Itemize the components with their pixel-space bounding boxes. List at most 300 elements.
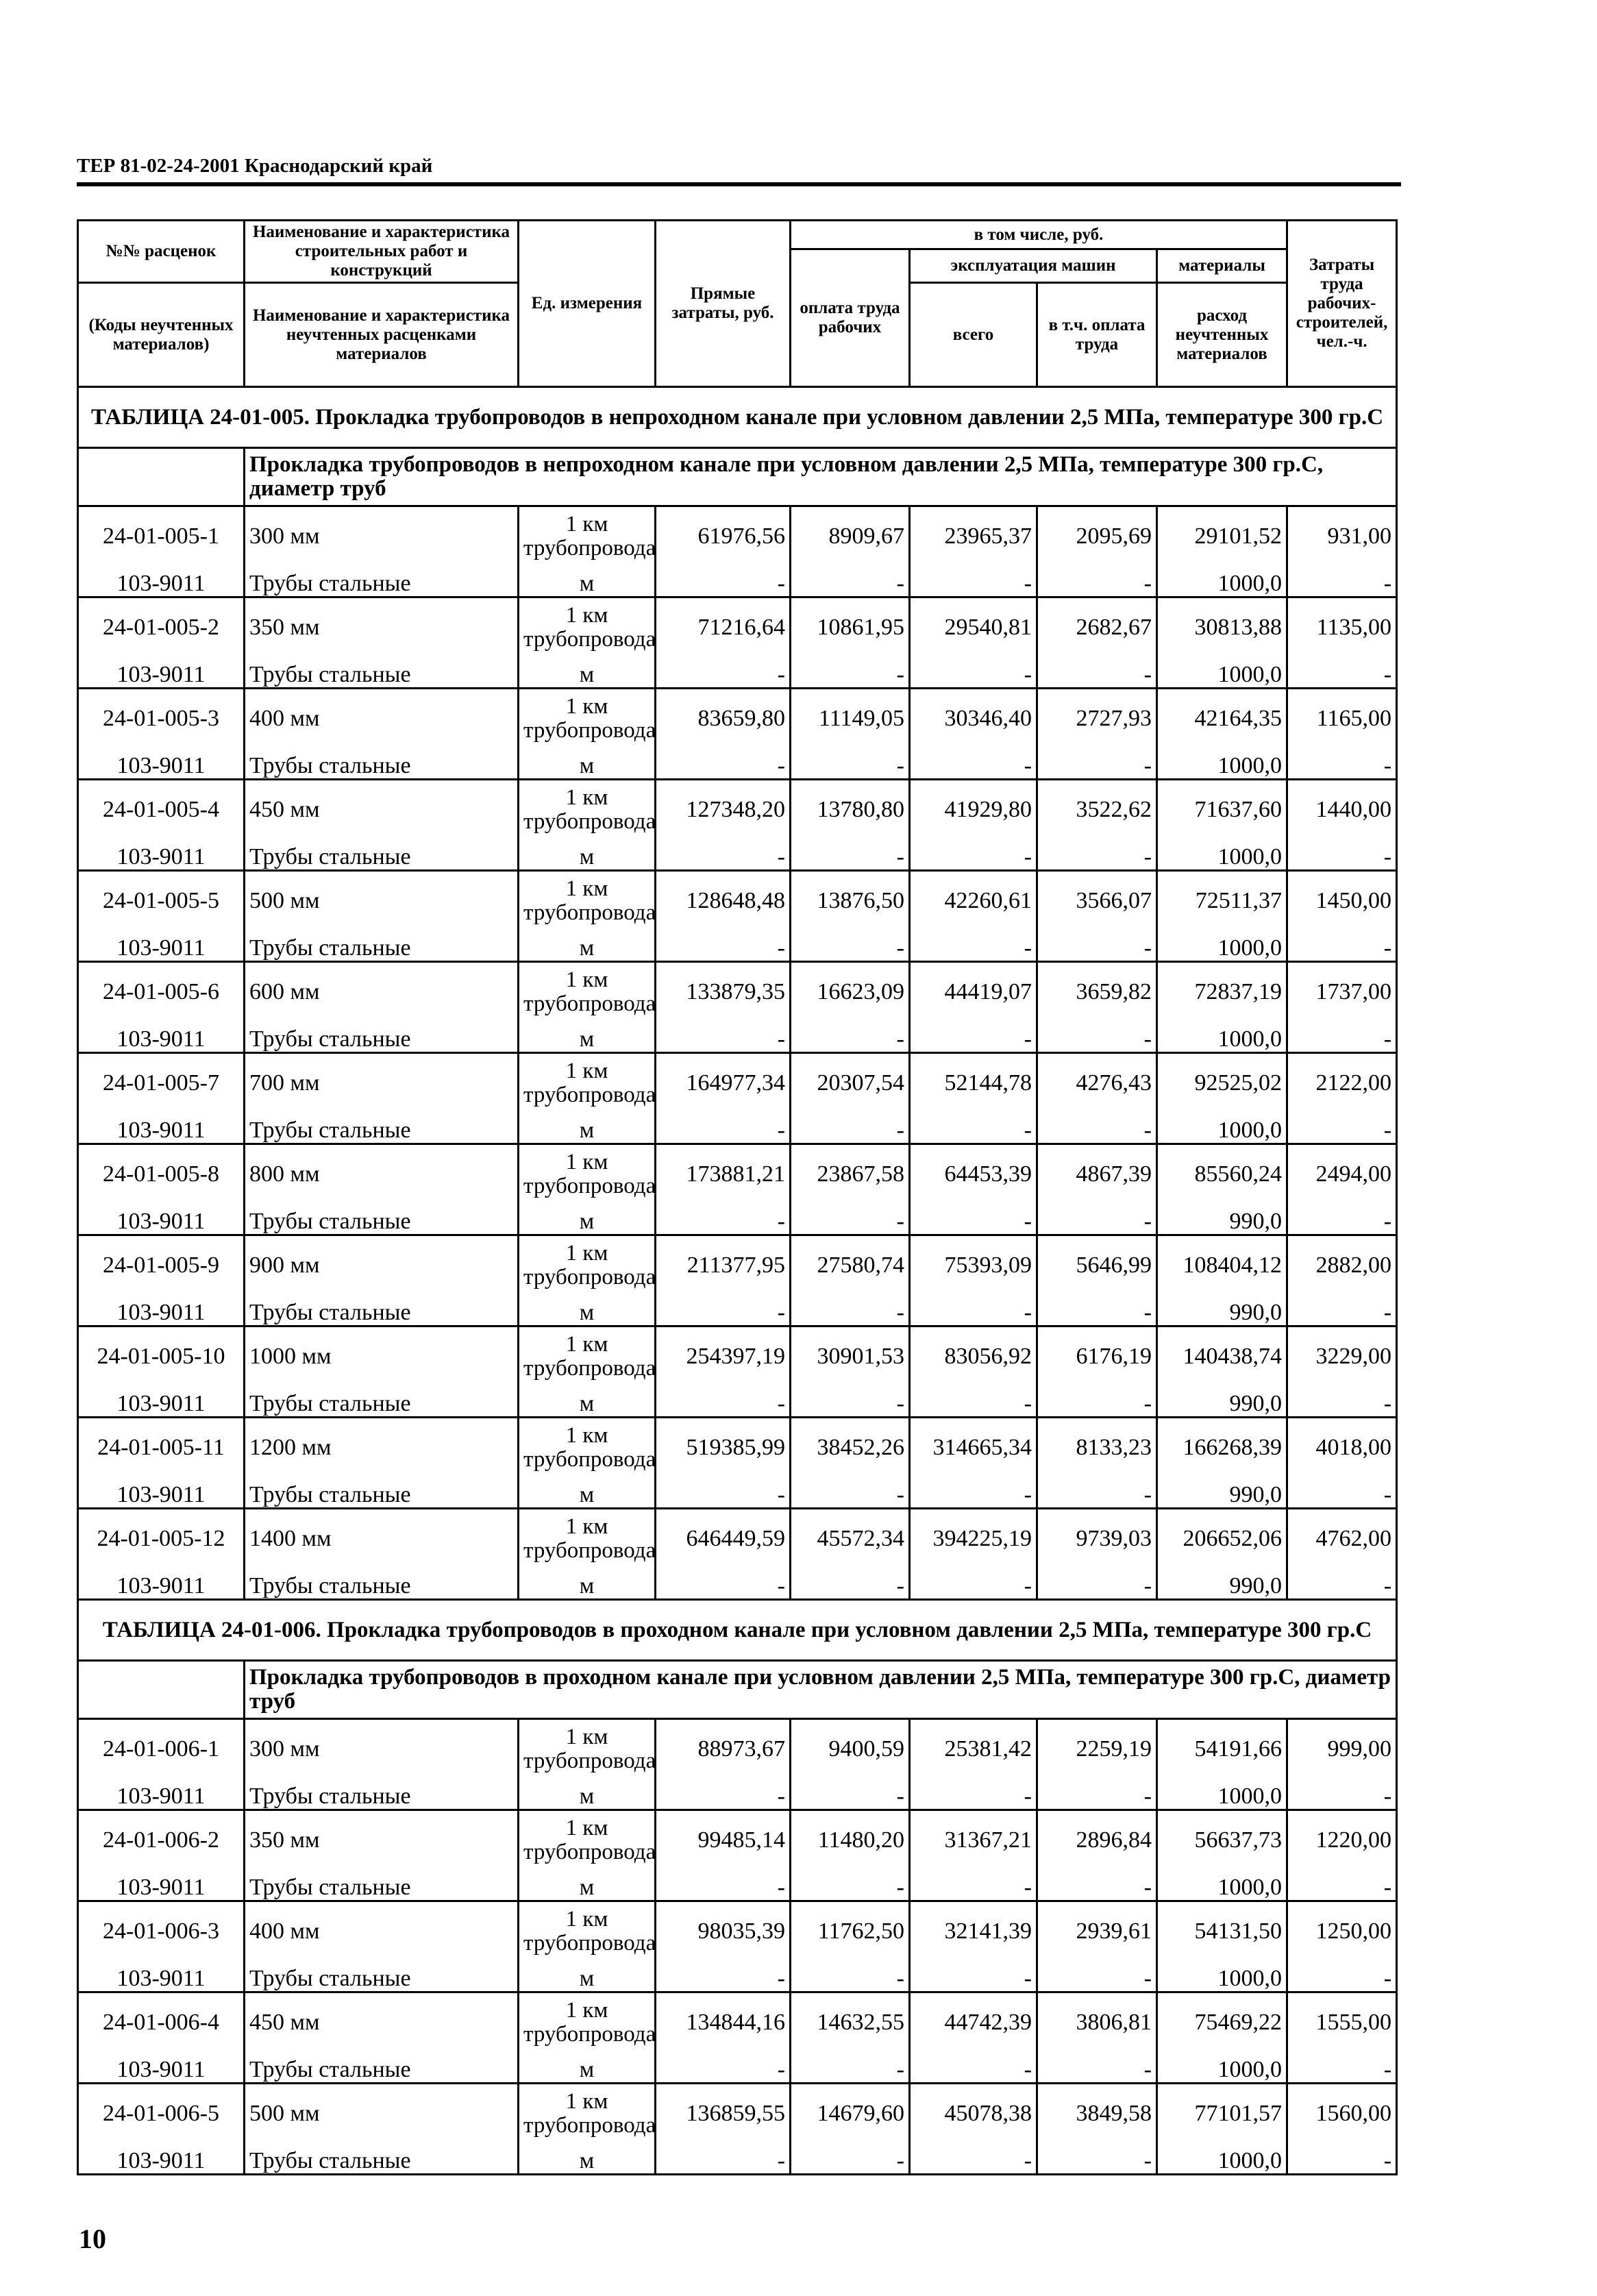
material-code: 103-9011 <box>78 1477 245 1509</box>
material-qty: 1000,0 <box>1157 748 1287 780</box>
material-row <box>78 748 1397 780</box>
dash-cell: - <box>1287 2143 1397 2175</box>
section-title-row <box>78 1600 1397 1661</box>
unit-value: 1 км трубопровода <box>519 1326 656 1387</box>
unit-value: 1 км трубопровода <box>519 1053 656 1113</box>
labor-cost: 3229,00 <box>1287 1326 1397 1387</box>
work-name: 350 мм <box>245 1810 519 1871</box>
material-name: Трубы стальные <box>245 748 519 780</box>
rate-code: 24-01-005-3 <box>78 689 245 749</box>
machines-cost: 29540,81 <box>910 597 1037 658</box>
work-name: 700 мм <box>245 1053 519 1113</box>
dash-cell: - <box>791 1568 910 1600</box>
rate-code: 24-01-005-7 <box>78 1053 245 1113</box>
dash-cell: - <box>910 1870 1037 1901</box>
dash-cell: - <box>656 2143 791 2175</box>
material-name: Трубы стальные <box>245 566 519 597</box>
table-row <box>78 1053 1397 1113</box>
dash-cell: - <box>791 1386 910 1418</box>
labor-cost: 999,00 <box>1287 1719 1397 1779</box>
work-name: 1000 мм <box>245 1326 519 1387</box>
dash-cell: - <box>910 2143 1037 2175</box>
col-code-bottom: (Коды неучтенных материалов) <box>78 283 245 387</box>
material-name: Трубы стальные <box>245 1961 519 1992</box>
materials-cost: 72511,37 <box>1157 871 1287 931</box>
section-subtitle-row <box>78 448 1397 506</box>
document-header: ТЕР 81-02-24-2001 Краснодарский край <box>77 155 433 177</box>
dash-cell: - <box>791 1022 910 1053</box>
material-row <box>78 1386 1397 1418</box>
table-row <box>78 689 1397 749</box>
materials-cost: 30813,88 <box>1157 597 1287 658</box>
material-name: Трубы стальные <box>245 1477 519 1509</box>
material-row <box>78 2143 1397 2175</box>
table-row <box>78 962 1397 1022</box>
material-unit: м <box>519 748 656 780</box>
dash-cell: - <box>656 839 791 871</box>
machines-cost: 314665,34 <box>910 1418 1037 1478</box>
material-name: Трубы стальные <box>245 1295 519 1326</box>
dash-cell: - <box>1287 1477 1397 1509</box>
material-row <box>78 657 1397 689</box>
material-name: Трубы стальные <box>245 2052 519 2084</box>
wages-cost: 14632,55 <box>791 1992 910 2053</box>
material-row <box>78 1477 1397 1509</box>
table-row <box>78 597 1397 658</box>
unit-value: 1 км трубопровода <box>519 597 656 658</box>
subtitle-spacer <box>78 448 245 506</box>
table-header <box>78 221 1397 387</box>
direct-cost: 88973,67 <box>656 1719 791 1779</box>
dash-cell: - <box>656 657 791 689</box>
table-row <box>78 1418 1397 1478</box>
dash-cell: - <box>1037 1204 1157 1235</box>
material-name: Трубы стальные <box>245 1204 519 1235</box>
dash-cell: - <box>1037 566 1157 597</box>
unit-value: 1 км трубопровода <box>519 871 656 931</box>
dash-cell: - <box>1037 1295 1157 1326</box>
labor-cost: 1560,00 <box>1287 2084 1397 2144</box>
wages-cost: 9400,59 <box>791 1719 910 1779</box>
dash-cell: - <box>656 1295 791 1326</box>
rate-code: 24-01-006-3 <box>78 1901 245 1962</box>
materials-cost: 54131,50 <box>1157 1901 1287 1962</box>
col-materials-unaccounted: расход неучтенных материалов <box>1157 283 1287 387</box>
col-labor: Затраты труда рабочих-строителей, чел.-ч. <box>1287 221 1397 387</box>
dash-cell: - <box>910 839 1037 871</box>
materials-cost: 75469,22 <box>1157 1992 1287 2053</box>
material-qty: 1000,0 <box>1157 2143 1287 2175</box>
dash-cell: - <box>1037 1961 1157 1992</box>
col-incl: в том числе, руб. <box>791 221 1287 249</box>
dash-cell: - <box>1287 1295 1397 1326</box>
material-unit: м <box>519 1113 656 1144</box>
machines-wages-cost: 9739,03 <box>1037 1509 1157 1569</box>
labor-cost: 1135,00 <box>1287 597 1397 658</box>
rate-code: 24-01-005-12 <box>78 1509 245 1569</box>
dash-cell: - <box>656 1022 791 1053</box>
direct-cost: 519385,99 <box>656 1418 791 1478</box>
wages-cost: 14679,60 <box>791 2084 910 2144</box>
dash-cell: - <box>910 1961 1037 1992</box>
direct-cost: 98035,39 <box>656 1901 791 1962</box>
machines-wages-cost: 3659,82 <box>1037 962 1157 1022</box>
rate-code: 24-01-006-1 <box>78 1719 245 1779</box>
material-unit: м <box>519 2052 656 2084</box>
materials-cost: 206652,06 <box>1157 1509 1287 1569</box>
dash-cell: - <box>1287 1870 1397 1901</box>
unit-value: 1 км трубопровода <box>519 2084 656 2144</box>
labor-cost: 2494,00 <box>1287 1144 1397 1205</box>
table-row <box>78 2084 1397 2144</box>
dash-cell: - <box>1037 1870 1157 1901</box>
material-row <box>78 1022 1397 1053</box>
material-code: 103-9011 <box>78 657 245 689</box>
unit-value: 1 км трубопровода <box>519 1235 656 1296</box>
material-name: Трубы стальные <box>245 1779 519 1810</box>
labor-cost: 1165,00 <box>1287 689 1397 749</box>
dash-cell: - <box>1037 657 1157 689</box>
col-machines-total: всего <box>910 283 1037 387</box>
machines-wages-cost: 3566,07 <box>1037 871 1157 931</box>
col-code-top: №№ расценок <box>78 221 245 283</box>
col-direct: Прямые затраты, руб. <box>656 221 791 387</box>
dash-cell: - <box>791 566 910 597</box>
work-name: 500 мм <box>245 871 519 931</box>
materials-cost: 85560,24 <box>1157 1144 1287 1205</box>
rate-code: 24-01-005-10 <box>78 1326 245 1387</box>
wages-cost: 10861,95 <box>791 597 910 658</box>
material-name: Трубы стальные <box>245 1386 519 1418</box>
wages-cost: 13876,50 <box>791 871 910 931</box>
material-row <box>78 1204 1397 1235</box>
material-qty: 1000,0 <box>1157 1113 1287 1144</box>
dash-cell: - <box>656 1204 791 1235</box>
rate-code: 24-01-005-9 <box>78 1235 245 1296</box>
machines-cost: 83056,92 <box>910 1326 1037 1387</box>
section-subtitle: Прокладка трубопроводов в проходном канале при условном давлении 2,5 МПа, температуре 300 гр.С, диаметр труб <box>245 1661 1397 1719</box>
dash-cell: - <box>1037 1568 1157 1600</box>
machines-wages-cost: 3522,62 <box>1037 780 1157 840</box>
material-qty: 990,0 <box>1157 1386 1287 1418</box>
rate-code: 24-01-006-4 <box>78 1992 245 2053</box>
material-code: 103-9011 <box>78 1386 245 1418</box>
work-name: 800 мм <box>245 1144 519 1205</box>
labor-cost: 931,00 <box>1287 506 1397 567</box>
unit-value: 1 км трубопровода <box>519 1418 656 1478</box>
material-unit: м <box>519 1961 656 1992</box>
table-row <box>78 1326 1397 1387</box>
material-row <box>78 1295 1397 1326</box>
rate-code: 24-01-005-2 <box>78 597 245 658</box>
material-code: 103-9011 <box>78 1779 245 1810</box>
material-qty: 1000,0 <box>1157 1022 1287 1053</box>
material-code: 103-9011 <box>78 1961 245 1992</box>
col-materials: материалы <box>1157 249 1287 283</box>
unit-value: 1 км трубопровода <box>519 1810 656 1871</box>
material-qty: 1000,0 <box>1157 930 1287 962</box>
dash-cell: - <box>791 1295 910 1326</box>
material-qty: 990,0 <box>1157 1477 1287 1509</box>
labor-cost: 1220,00 <box>1287 1810 1397 1871</box>
dash-cell: - <box>656 1779 791 1810</box>
dash-cell: - <box>910 566 1037 597</box>
dash-cell: - <box>1287 657 1397 689</box>
dash-cell: - <box>1037 1779 1157 1810</box>
wages-cost: 11149,05 <box>791 689 910 749</box>
direct-cost: 164977,34 <box>656 1053 791 1113</box>
wages-cost: 27580,74 <box>791 1235 910 1296</box>
table-row <box>78 780 1397 840</box>
material-unit: м <box>519 1568 656 1600</box>
labor-cost: 1450,00 <box>1287 871 1397 931</box>
col-machines-wages: в т.ч. оплата труда <box>1037 283 1157 387</box>
unit-value: 1 км трубопровода <box>519 1719 656 1779</box>
dash-cell: - <box>656 1386 791 1418</box>
dash-cell: - <box>1287 566 1397 597</box>
material-qty: 1000,0 <box>1157 1779 1287 1810</box>
material-name: Трубы стальные <box>245 1870 519 1901</box>
material-name: Трубы стальные <box>245 657 519 689</box>
materials-cost: 166268,39 <box>1157 1418 1287 1478</box>
material-name: Трубы стальные <box>245 1113 519 1144</box>
work-name: 900 мм <box>245 1235 519 1296</box>
work-name: 300 мм <box>245 506 519 567</box>
materials-cost: 140438,74 <box>1157 1326 1287 1387</box>
dash-cell: - <box>656 1477 791 1509</box>
material-code: 103-9011 <box>78 1568 245 1600</box>
material-unit: м <box>519 1779 656 1810</box>
rate-code: 24-01-006-2 <box>78 1810 245 1871</box>
materials-cost: 92525,02 <box>1157 1053 1287 1113</box>
machines-cost: 41929,80 <box>910 780 1037 840</box>
dash-cell: - <box>656 566 791 597</box>
dash-cell: - <box>910 657 1037 689</box>
machines-cost: 32141,39 <box>910 1901 1037 1962</box>
material-code: 103-9011 <box>78 2052 245 2084</box>
dash-cell: - <box>791 1477 910 1509</box>
wages-cost: 30901,53 <box>791 1326 910 1387</box>
dash-cell: - <box>910 1113 1037 1144</box>
section-title: ТАБЛИЦА 24-01-006. Прокладка трубопроводов в проходном канале при условном давлении 2,5 МПа, температуре 300 гр.С <box>78 1600 1397 1661</box>
material-row <box>78 839 1397 871</box>
material-row <box>78 930 1397 962</box>
dash-cell: - <box>910 2052 1037 2084</box>
material-unit: м <box>519 839 656 871</box>
dash-cell: - <box>656 930 791 962</box>
machines-wages-cost: 2939,61 <box>1037 1901 1157 1962</box>
section-title: ТАБЛИЦА 24-01-005. Прокладка трубопроводов в непроходном канале при условном давлении 2,5 МПа, температуре 300 гр.С <box>78 387 1397 448</box>
machines-wages-cost: 2095,69 <box>1037 506 1157 567</box>
machines-wages-cost: 2727,93 <box>1037 689 1157 749</box>
machines-cost: 31367,21 <box>910 1810 1037 1871</box>
direct-cost: 128648,48 <box>656 871 791 931</box>
subtitle-spacer <box>78 1661 245 1719</box>
machines-wages-cost: 4276,43 <box>1037 1053 1157 1113</box>
materials-cost: 56637,73 <box>1157 1810 1287 1871</box>
work-name: 1200 мм <box>245 1418 519 1478</box>
machines-cost: 44419,07 <box>910 962 1037 1022</box>
dash-cell: - <box>1287 1779 1397 1810</box>
rate-code: 24-01-006-5 <box>78 2084 245 2144</box>
rate-code: 24-01-005-8 <box>78 1144 245 1205</box>
dash-cell: - <box>910 1779 1037 1810</box>
dash-cell: - <box>910 930 1037 962</box>
material-name: Трубы стальные <box>245 839 519 871</box>
dash-cell: - <box>1037 2143 1157 2175</box>
material-row <box>78 1779 1397 1810</box>
direct-cost: 254397,19 <box>656 1326 791 1387</box>
material-row <box>78 1568 1397 1600</box>
unit-value: 1 км трубопровода <box>519 962 656 1022</box>
direct-cost: 83659,80 <box>656 689 791 749</box>
dash-cell: - <box>1287 748 1397 780</box>
material-name: Трубы стальные <box>245 1022 519 1053</box>
machines-wages-cost: 5646,99 <box>1037 1235 1157 1296</box>
material-name: Трубы стальные <box>245 2143 519 2175</box>
machines-cost: 23965,37 <box>910 506 1037 567</box>
dash-cell: - <box>910 1204 1037 1235</box>
col-name-bottom: Наименование и характеристика неучтенных расценками материалов <box>245 283 519 387</box>
dash-cell: - <box>910 1295 1037 1326</box>
labor-cost: 4762,00 <box>1287 1509 1397 1569</box>
dash-cell: - <box>656 1961 791 1992</box>
dash-cell: - <box>1287 1113 1397 1144</box>
machines-cost: 394225,19 <box>910 1509 1037 1569</box>
machines-wages-cost: 2682,67 <box>1037 597 1157 658</box>
section-subtitle-row <box>78 1661 1397 1719</box>
work-name: 1400 мм <box>245 1509 519 1569</box>
material-qty: 1000,0 <box>1157 839 1287 871</box>
material-code: 103-9011 <box>78 566 245 597</box>
unit-value: 1 км трубопровода <box>519 1992 656 2053</box>
table-row <box>78 871 1397 931</box>
machines-cost: 52144,78 <box>910 1053 1037 1113</box>
material-row <box>78 1113 1397 1144</box>
direct-cost: 133879,35 <box>656 962 791 1022</box>
material-unit: м <box>519 1022 656 1053</box>
material-unit: м <box>519 1477 656 1509</box>
unit-value: 1 км трубопровода <box>519 1901 656 1962</box>
table-row <box>78 1509 1397 1569</box>
unit-value: 1 км трубопровода <box>519 780 656 840</box>
material-unit: м <box>519 566 656 597</box>
machines-cost: 45078,38 <box>910 2084 1037 2144</box>
table-row <box>78 1810 1397 1871</box>
machines-wages-cost: 3806,81 <box>1037 1992 1157 2053</box>
dash-cell: - <box>656 748 791 780</box>
material-code: 103-9011 <box>78 1022 245 1053</box>
dash-cell: - <box>791 1779 910 1810</box>
dash-cell: - <box>791 1961 910 1992</box>
dash-cell: - <box>791 1870 910 1901</box>
work-name: 600 мм <box>245 962 519 1022</box>
dash-cell: - <box>1287 930 1397 962</box>
dash-cell: - <box>1287 2052 1397 2084</box>
machines-cost: 30346,40 <box>910 689 1037 749</box>
dash-cell: - <box>1037 839 1157 871</box>
direct-cost: 134844,16 <box>656 1992 791 2053</box>
dash-cell: - <box>1287 1568 1397 1600</box>
unit-value: 1 км трубопровода <box>519 689 656 749</box>
rate-code: 24-01-005-4 <box>78 780 245 840</box>
material-unit: м <box>519 1870 656 1901</box>
dash-cell: - <box>1037 748 1157 780</box>
material-qty: 990,0 <box>1157 1204 1287 1235</box>
table-row <box>78 1144 1397 1205</box>
col-machines: эксплуатация машин <box>910 249 1157 283</box>
table-row <box>78 506 1397 567</box>
material-code: 103-9011 <box>78 1295 245 1326</box>
machines-wages-cost: 4867,39 <box>1037 1144 1157 1205</box>
labor-cost: 2882,00 <box>1287 1235 1397 1296</box>
dash-cell: - <box>656 2052 791 2084</box>
dash-cell: - <box>1287 1022 1397 1053</box>
section-subtitle: Прокладка трубопроводов в непроходном канале при условном давлении 2,5 МПа, температуре 300 гр.С, диаметр труб <box>245 448 1397 506</box>
labor-cost: 2122,00 <box>1287 1053 1397 1113</box>
material-code: 103-9011 <box>78 1870 245 1901</box>
table-row <box>78 1235 1397 1296</box>
wages-cost: 11762,50 <box>791 1901 910 1962</box>
table-row <box>78 1992 1397 2053</box>
wages-cost: 38452,26 <box>791 1418 910 1478</box>
machines-wages-cost: 2259,19 <box>1037 1719 1157 1779</box>
wages-cost: 13780,80 <box>791 780 910 840</box>
dash-cell: - <box>910 1386 1037 1418</box>
labor-cost: 1555,00 <box>1287 1992 1397 2053</box>
labor-cost: 4018,00 <box>1287 1418 1397 1478</box>
direct-cost: 211377,95 <box>656 1235 791 1296</box>
machines-cost: 42260,61 <box>910 871 1037 931</box>
rate-code: 24-01-005-5 <box>78 871 245 931</box>
dash-cell: - <box>791 2143 910 2175</box>
material-row <box>78 1870 1397 1901</box>
direct-cost: 646449,59 <box>656 1509 791 1569</box>
table-row <box>78 1719 1397 1779</box>
dash-cell: - <box>1287 1204 1397 1235</box>
header-rule <box>77 182 1401 186</box>
dash-cell: - <box>1287 839 1397 871</box>
material-qty: 1000,0 <box>1157 657 1287 689</box>
dash-cell: - <box>1037 1022 1157 1053</box>
dash-cell: - <box>1037 930 1157 962</box>
materials-cost: 42164,35 <box>1157 689 1287 749</box>
col-name-top: Наименование и характеристика строительных работ и конструкций <box>245 221 519 283</box>
dash-cell: - <box>791 1204 910 1235</box>
dash-cell: - <box>1037 2052 1157 2084</box>
dash-cell: - <box>910 1022 1037 1053</box>
dash-cell: - <box>656 1113 791 1144</box>
work-name: 450 мм <box>245 780 519 840</box>
dash-cell: - <box>1037 1386 1157 1418</box>
labor-cost: 1440,00 <box>1287 780 1397 840</box>
material-code: 103-9011 <box>78 1113 245 1144</box>
page-number: 10 <box>79 2223 106 2254</box>
work-name: 400 мм <box>245 689 519 749</box>
material-qty: 990,0 <box>1157 1568 1287 1600</box>
machines-wages-cost: 6176,19 <box>1037 1326 1157 1387</box>
material-unit: м <box>519 657 656 689</box>
rate-code: 24-01-005-6 <box>78 962 245 1022</box>
material-code: 103-9011 <box>78 930 245 962</box>
dash-cell: - <box>791 657 910 689</box>
wages-cost: 8909,67 <box>791 506 910 567</box>
col-unit: Ед. измерения <box>519 221 656 387</box>
material-row <box>78 2052 1397 2084</box>
material-qty: 990,0 <box>1157 1295 1287 1326</box>
material-qty: 1000,0 <box>1157 1870 1287 1901</box>
wages-cost: 45572,34 <box>791 1509 910 1569</box>
